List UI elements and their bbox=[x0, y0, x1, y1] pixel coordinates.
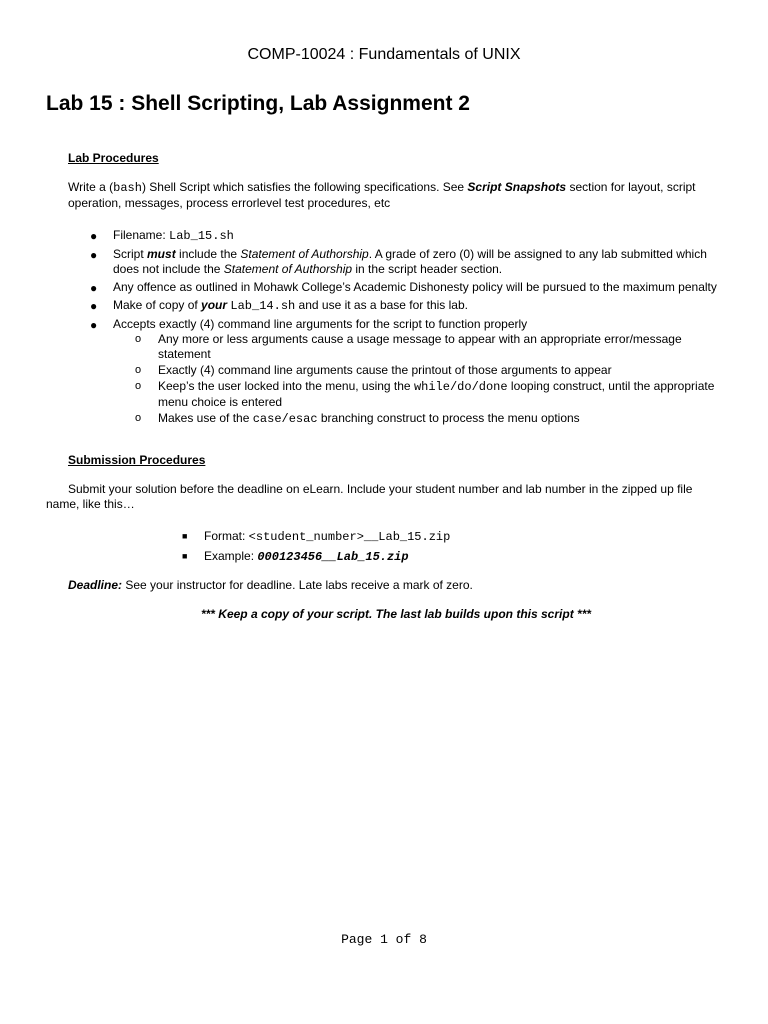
bullet-icon: ● bbox=[90, 248, 98, 262]
list-item-authorship: ● Script must include the Statement of Authorship. A grade of zero (0) will be assigned to any lab submitted which does not include the Statement of Authorship in the script header section. bbox=[90, 247, 707, 276]
filename-format-list bbox=[180, 529, 450, 569]
bullet-icon: ● bbox=[90, 229, 98, 243]
list-item-filename: ● Filename: Lab_15.sh bbox=[90, 228, 234, 243]
sublist-item-case: o Makes use of the case/esac branching construct to process the menu options bbox=[135, 411, 580, 426]
intro-paragraph: Write a (bash) Shell Script which satisfies the following specifications. See Script Snapshots section for layout, script operation, messages, process errorlevel test procedures, etc bbox=[68, 180, 696, 210]
page-number: Page 1 of 8 bbox=[341, 932, 427, 947]
square-bullet-icon: ■ bbox=[182, 531, 188, 541]
script-snapshots-emphasis: Script Snapshots bbox=[467, 180, 567, 194]
format-code: <student_number>__Lab_15.zip bbox=[248, 530, 451, 544]
list-item-copy: ● Make of copy of your Lab_14.sh and use it as a base for this lab. bbox=[90, 298, 468, 313]
list-item-accepts: ● Accepts exactly (4) command line arguments for the script to function properly o Any more or less arguments cause a usage message to appear with an appropriate error/message statement o Exactly (4) command line arguments cause the printout of those arguments to appear o Keep’s the user locked into the menu, using the while/do/done looping construct, until the appropriate menu choice is entered o Makes use of the case/esac branching construct to process the menu options bbox=[68, 317, 718, 427]
submission-procedures-heading: Submission Procedures bbox=[68, 453, 206, 467]
filename-code: Lab_15.sh bbox=[169, 229, 234, 243]
submission-paragraph: Submit your solution before the deadline on eLearn. Include your student number and lab number in the zipped up file name, like this… bbox=[46, 482, 693, 511]
list-item-format: ■ Format: <student_number>__Lab_15.zip bbox=[182, 529, 451, 544]
list-item-example: ■ Example: 000123456__Lab_15.zip bbox=[182, 549, 409, 564]
lab14-code: Lab_14.sh bbox=[230, 299, 296, 313]
requirements-list bbox=[68, 228, 718, 430]
lab-title: Lab 15 : Shell Scripting, Lab Assignment 2 bbox=[46, 92, 470, 115]
course-title: COMP-10024 : Fundamentals of UNIX bbox=[247, 46, 521, 63]
sublist-item-usage: o Any more or less arguments cause a usage message to appear with an appropriate error/message statement bbox=[135, 332, 682, 361]
deadline-label: Deadline: bbox=[68, 578, 123, 592]
circle-bullet-icon: o bbox=[135, 412, 142, 424]
must-emphasis: must bbox=[147, 247, 176, 261]
bullet-icon: ● bbox=[90, 281, 98, 295]
square-bullet-icon: ■ bbox=[182, 551, 188, 561]
circle-bullet-icon: o bbox=[135, 333, 142, 345]
circle-bullet-icon: o bbox=[135, 364, 142, 376]
your-emphasis: your bbox=[201, 298, 228, 312]
bullet-icon: ● bbox=[90, 318, 98, 332]
bash-code: bash bbox=[113, 181, 142, 195]
while-do-done-code: while/do/done bbox=[413, 380, 508, 394]
keep-copy-notice: *** Keep a copy of your script. The last lab builds upon this script *** bbox=[200, 607, 592, 621]
bullet-icon: ● bbox=[90, 299, 98, 313]
case-esac-code: case/esac bbox=[252, 412, 318, 426]
example-code: 000123456__Lab_15.zip bbox=[257, 550, 409, 564]
circle-bullet-icon: o bbox=[135, 380, 142, 392]
deadline-line: Deadline: See your instructor for deadline. Late labs receive a mark of zero. bbox=[68, 578, 473, 592]
lab-procedures-heading: Lab Procedures bbox=[68, 151, 159, 165]
sublist-item-printout: o Exactly (4) command line arguments cause the printout of those arguments to appear bbox=[135, 363, 612, 377]
list-item-offence: ● Any offence as outlined in Mohawk College’s Academic Dishonesty policy will be pursued to the maximum penalty bbox=[90, 280, 717, 295]
sublist-item-menu-loop: o Keep’s the user locked into the menu, using the while/do/done looping construct, until the appropriate menu choice is entered bbox=[135, 379, 715, 409]
argument-sublist bbox=[113, 332, 718, 427]
